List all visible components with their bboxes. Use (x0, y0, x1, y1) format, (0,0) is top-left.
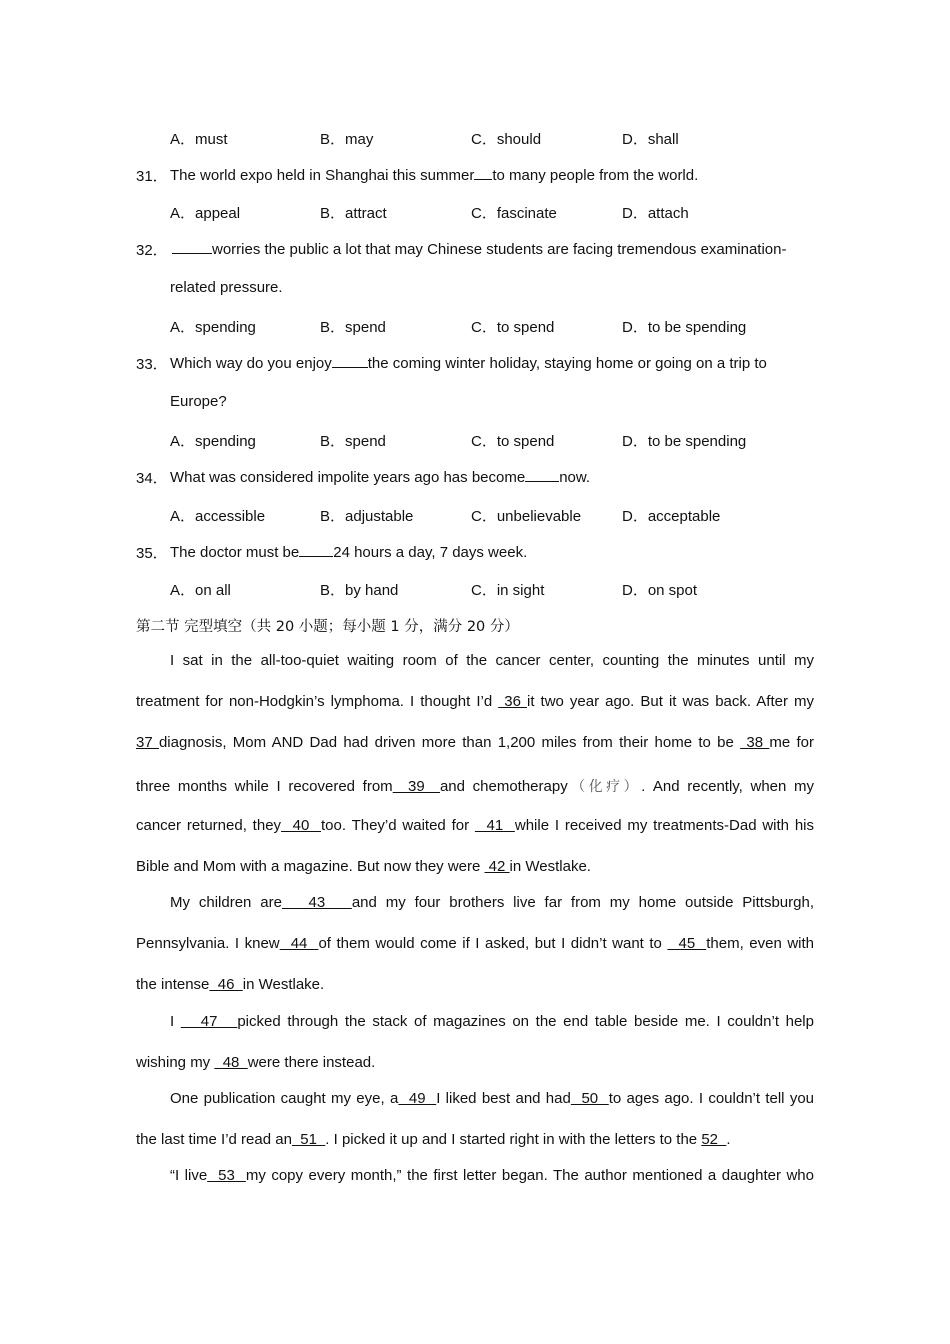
passage-text: “I live (170, 1167, 208, 1184)
question-text-before: Which way do you enjoy (170, 355, 332, 372)
passage-text: to ages ago. I couldn’t tell you (608, 1090, 814, 1107)
passage-text: I liked best and had (436, 1090, 571, 1107)
passage-text: the intense (136, 976, 210, 993)
passage-text: I sat in the all-too-quiet waiting room of the cancer center, counting the minutes until my (170, 652, 814, 669)
passage-line (170, 1167, 814, 1189)
blank-51[interactable]: 51 (291, 1131, 326, 1148)
passage-text: picked through the stack of magazines on the end table beside me. I couldn’t help (237, 1013, 814, 1030)
passage-text: treatment for non-Hodgkin’s lymphoma. I thought I’d (136, 693, 499, 710)
blank-41[interactable]: 41 (474, 817, 515, 834)
passage-text: cancer returned, they (136, 817, 282, 834)
question-text-after: now. (559, 469, 591, 486)
question-32-continuation: related pressure. (170, 279, 283, 296)
option-d[interactable]: D．on spot (622, 582, 698, 599)
option-b[interactable]: B．adjustable (320, 508, 414, 525)
passage-text: diagnosis, Mom AND Dad had driven more than 1,200 miles from their home to be (158, 734, 741, 751)
section-title: 第二节 完型填空（共 20 小题；每小题 1 分，满分 20 分） (136, 619, 519, 635)
question-text-after: 24 hours a day, 7 days week. (333, 544, 528, 561)
passage-text: too. They’d waited for (321, 817, 475, 834)
passage-line (136, 858, 814, 875)
passage-text: three months while I recovered from (136, 778, 393, 795)
q30-options (170, 128, 810, 150)
option-b[interactable]: B．by hand (320, 582, 399, 599)
blank-42[interactable]: 42 (484, 858, 510, 875)
q33-options (170, 430, 810, 452)
question-number: 32． (136, 242, 168, 259)
option-c[interactable]: C．should (471, 131, 542, 148)
passage-text: wishing my (136, 1054, 215, 1071)
blank-52[interactable]: 52 (701, 1131, 727, 1148)
option-a[interactable]: A．appeal (170, 205, 241, 222)
question-text (172, 239, 786, 258)
blank-53[interactable]: 53 (207, 1167, 246, 1184)
chinese-gloss: （化疗） (567, 779, 642, 795)
option-d[interactable]: D．to be spending (622, 433, 747, 450)
passage-text: . And recently, when my (641, 778, 814, 795)
option-d[interactable]: D．acceptable (622, 508, 721, 525)
passage-text: in Westlake. (509, 858, 591, 875)
passage-text: them, even with (706, 935, 814, 952)
passage-line (136, 817, 814, 839)
blank-40[interactable]: 40 (281, 817, 321, 834)
question-text-before: The doctor must be (170, 544, 300, 561)
question-number: 31． (136, 168, 168, 185)
passage-text: My children are (170, 894, 282, 911)
question-text (170, 467, 590, 486)
question-text (170, 353, 767, 372)
option-a[interactable]: A．must (170, 131, 228, 148)
answer-blank[interactable] (474, 165, 492, 180)
option-b[interactable]: B．spend (320, 433, 386, 450)
question-33-continuation: Europe? (170, 393, 227, 410)
option-b[interactable]: B．may (320, 131, 374, 148)
answer-blank[interactable] (525, 467, 559, 482)
passage-text: and chemotherapy (439, 778, 568, 795)
option-a[interactable]: A．on all (170, 582, 231, 599)
passage-text: Bible and Mom with a magazine. But now they were (136, 858, 485, 875)
blank-49[interactable]: 49 (398, 1090, 437, 1107)
passage-line (170, 652, 814, 674)
passage-line (136, 693, 814, 715)
question-text (170, 542, 527, 561)
question-text (170, 165, 698, 184)
answer-blank[interactable] (172, 239, 212, 254)
option-b[interactable]: B．attract (320, 205, 387, 222)
passage-text: . I picked it up and I started right in with the letters to the (325, 1131, 702, 1148)
blank-39[interactable]: 39 (392, 778, 440, 795)
blank-46[interactable]: 46 (209, 976, 243, 993)
option-c[interactable]: C．to spend (471, 319, 555, 336)
option-c[interactable]: C．to spend (471, 433, 555, 450)
passage-line (170, 1013, 814, 1035)
passage-line (136, 976, 814, 993)
passage-line (170, 1090, 814, 1112)
q32-options (170, 316, 810, 338)
blank-50[interactable]: 50 (570, 1090, 609, 1107)
answer-blank[interactable] (332, 353, 368, 368)
question-text-before: What was considered impolite years ago has become (170, 469, 526, 486)
option-c[interactable]: C．unbelievable (471, 508, 582, 525)
blank-38[interactable]: 38 (740, 734, 770, 751)
question-text-after: worries the public a lot that may Chinese students are facing tremendous examination- (212, 241, 787, 258)
passage-line (136, 1131, 814, 1148)
passage-text: in Westlake. (242, 976, 325, 993)
answer-blank[interactable] (299, 542, 333, 557)
option-d[interactable]: D．to be spending (622, 319, 747, 336)
passage-text: I (170, 1013, 181, 1030)
passage-text: Pennsylvania. I knew (136, 935, 280, 952)
passage-text: One publication caught my eye, a (170, 1090, 399, 1107)
passage-line (136, 1054, 814, 1071)
blank-45[interactable]: 45 (667, 935, 707, 952)
passage-line (136, 776, 814, 798)
option-c[interactable]: C．fascinate (471, 205, 557, 222)
passage-line (170, 894, 814, 916)
option-d[interactable]: D．shall (622, 131, 679, 148)
q35-options (170, 579, 810, 601)
blank-37[interactable]: 37 (136, 734, 159, 751)
passage-line (136, 734, 814, 756)
option-a[interactable]: A．spending (170, 433, 256, 450)
question-number: 35． (136, 545, 168, 562)
blank-48[interactable]: 48 (214, 1054, 248, 1071)
option-b[interactable]: B．spend (320, 319, 386, 336)
option-a[interactable]: A．spending (170, 319, 256, 336)
passage-text: my copy every month,” the first letter began. The author mentioned a daughter who (245, 1167, 814, 1184)
option-c[interactable]: C．in sight (471, 582, 545, 599)
q31-options (170, 202, 810, 224)
passage-line (136, 935, 814, 957)
q34-options (170, 505, 810, 527)
passage-text: me for (769, 734, 814, 751)
option-a[interactable]: A．accessible (170, 508, 266, 525)
question-number: 34． (136, 470, 168, 487)
blank-43[interactable]: 43 (281, 894, 352, 911)
passage-text: were there instead. (247, 1054, 376, 1071)
question-text-before: The world expo held in Shanghai this summer (170, 167, 475, 184)
passage-text: of them would come if I asked, but I didn’t want to (318, 935, 668, 952)
blank-44[interactable]: 44 (279, 935, 319, 952)
option-d[interactable]: D．attach (622, 205, 689, 222)
blank-47[interactable]: 47 (180, 1013, 238, 1030)
question-text-after: the coming winter holiday, staying home or going on a trip to (367, 355, 767, 372)
blank-36[interactable]: 36 (498, 693, 527, 710)
passage-text: while I received my treatments-Dad with his (514, 817, 814, 834)
passage-text: . (726, 1131, 731, 1148)
question-number: 33． (136, 356, 168, 373)
passage-text: the last time I’d read an (136, 1131, 292, 1148)
question-text-after: to many people from the world. (492, 167, 699, 184)
passage-text: it two year ago. But it was back. After my (527, 693, 814, 710)
passage-text: and my four brothers live far from my home outside Pittsburgh, (351, 894, 814, 911)
